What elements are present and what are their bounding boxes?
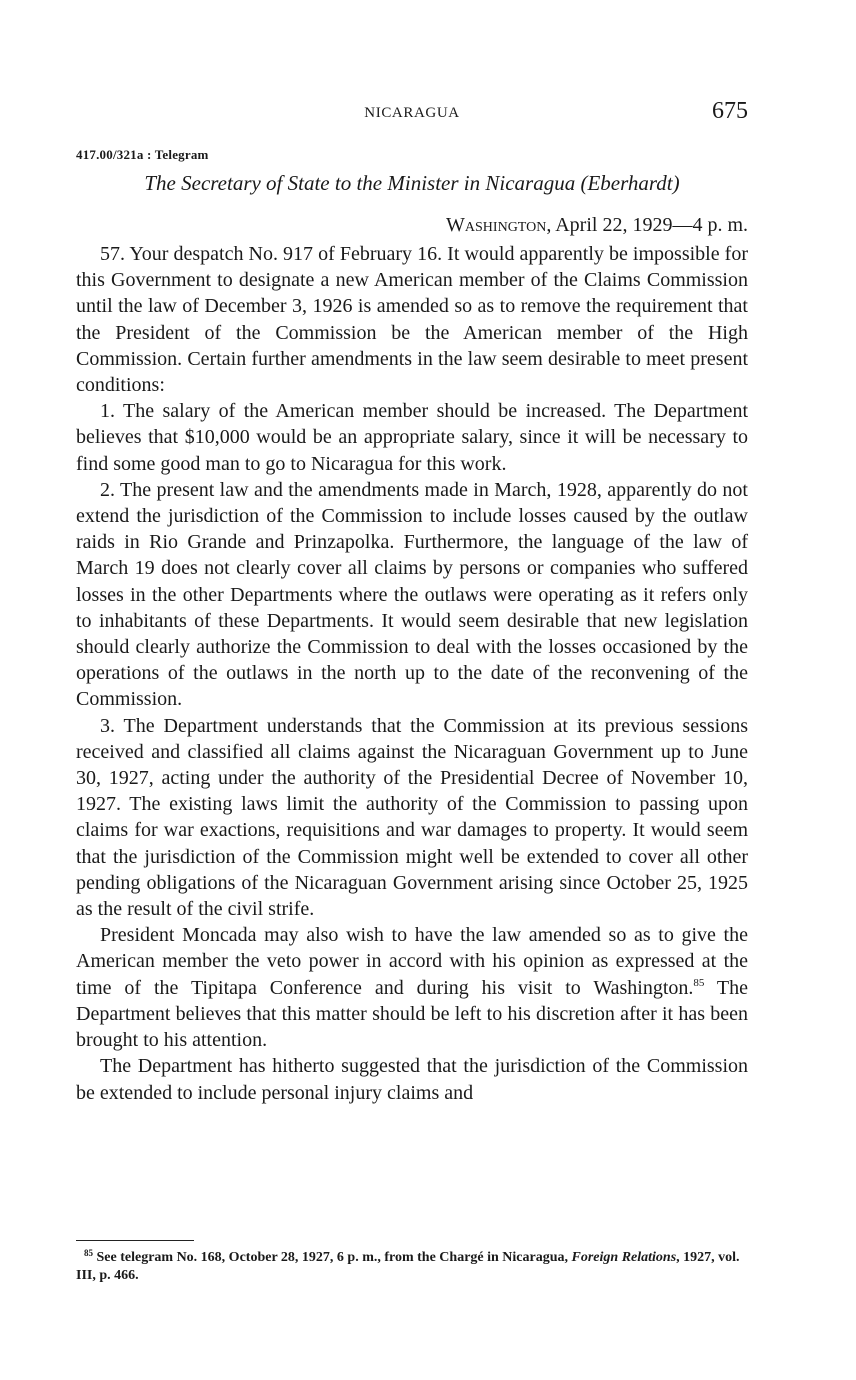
paragraph-5 — [76, 922, 748, 1053]
dateline — [446, 214, 748, 237]
dateline-date: April 22, 1929—4 p. m. — [551, 214, 748, 236]
paragraph-6: The Department has hitherto suggested that the jurisdiction of the Commission be extended to include personal injury claims and — [76, 1055, 748, 1104]
paragraph-3: 2. The present law and the amendments made in March, 1928, apparently do not extend the jurisdiction of the Commission to include losses caused by the outlaw raids in Rio Grande and Prinzapolka. Furthermore, the language of the law of March 19 does not clearly cover all claims by persons or companies who suffered losses in the other Departments where the outlaws were operating as it refers only to inhabitants of these Departments. It would seem desirable that new legislation should clearly authorize the Commission to deal with the losses occasioned by the operations of the outlaws in the north up to the date of the reconvening of the Commission. — [76, 478, 748, 711]
paragraph-4: 3. The Department understands that the Commission at its previous sessions received and classified all claims against the Nicaraguan Government up to June 30, 1927, acting under the authority of the Presidential Decree of November 10, 1927. The existing laws limit the authority of the Commission to passing upon claims for war exactions, requisitions and war damages to property. It would seem that the jurisdiction of the Commission might well be extended to cover all other pending obligations of the Nicaraguan Government arising since October 25, 1925 as the result of the civil strife. — [76, 714, 748, 921]
footnote-source-rest: , 1927, vol. III, p. 466. — [76, 1250, 740, 1283]
footnote-reference: 85 — [693, 976, 705, 989]
footnote-divider — [76, 1240, 194, 1241]
page-number: 675 — [712, 98, 748, 124]
paragraph-1: 57. Your despatch No. 917 of February 16. It would apparently be impossible for this Government to designate a new American member of the Claims Commission until the law of December 3, 1926 is amended so as to remove the requirement that the President of the Commission be the American member of the High Commission. Certain further amendments in the law seem desirable to meet present conditions: — [76, 243, 748, 397]
paragraph-5-text-b: The Department believes that this matter should be left to his discretion after it has been brought to his attention. — [76, 976, 749, 1052]
running-title: NICARAGUA — [364, 105, 460, 121]
paragraph-2: 1. The salary of the American member should be increased. The Department believes that $10,000 would be an appropriate salary, since it will be necessary to find some good man to go to Nicaragua for this work. — [76, 400, 748, 475]
footnote-text: See telegram No. 168, October 28, 1927, 6 p. m., from the Chargé in Nicaragua, — [93, 1250, 569, 1265]
footnote-source-title: Foreign Relations — [571, 1250, 677, 1265]
dateline-place: Washington, — [446, 214, 552, 236]
footnote-marker: 85 — [84, 1248, 93, 1258]
footnote — [76, 1249, 756, 1285]
running-header — [76, 98, 748, 127]
telegram-body — [76, 241, 748, 1106]
file-reference: 417.00/321a : Telegram — [76, 147, 209, 162]
paragraph-5-text-a: President Moncada may also wish to have the law amended so as to give the American member the veto power in accord with his opinion as expressed at the time of the Tipitapa Conference and during his visit to Washington. — [76, 924, 748, 999]
document-title: The Secretary of State to the Minister in Nicaragua (Eberhardt) — [144, 171, 680, 195]
